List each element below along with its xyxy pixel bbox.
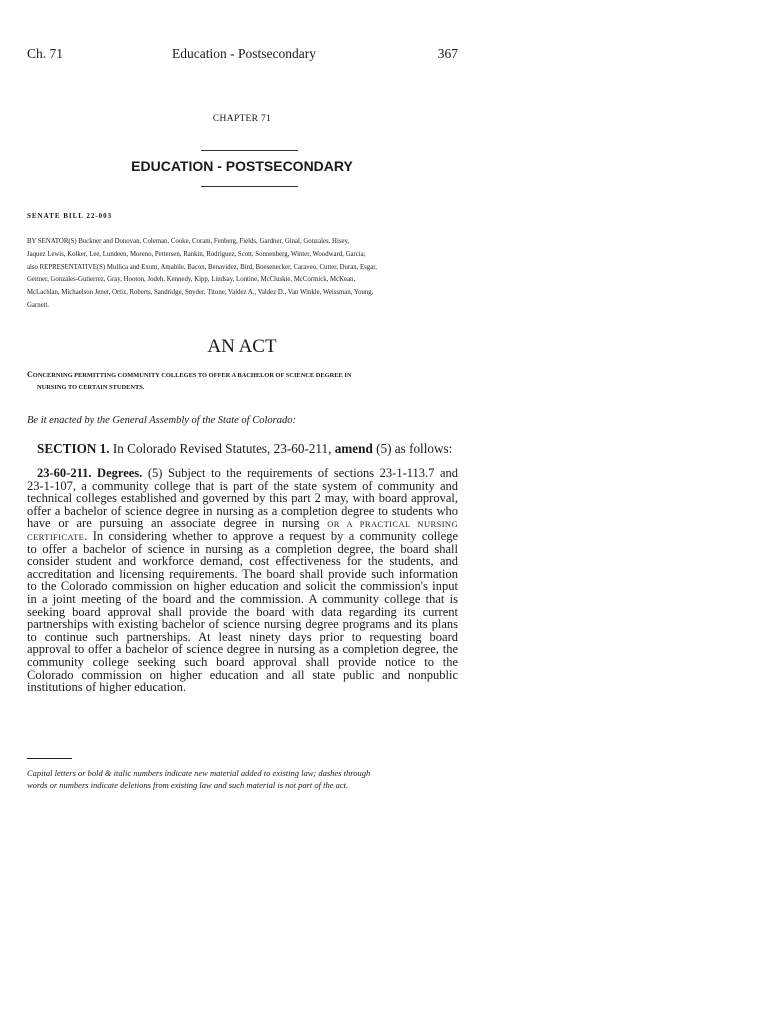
statute-line: to continue such partnerships. At least ninety days prior to requesting board	[27, 629, 458, 644]
footnote-line: Capital letters or bold & italic numbers indicate new material added to existing law; dashes through	[27, 768, 371, 778]
new-material-text: CERTIFICATE	[27, 531, 85, 542]
running-header	[27, 46, 458, 64]
header-title: Education - Postsecondary	[172, 46, 316, 61]
statute-text	[27, 467, 458, 694]
section-label: SECTION 1.	[37, 441, 110, 456]
statute-line: to offer a bachelor of science in nursing as a completion degree, the board shall	[27, 541, 458, 556]
title-rule-top	[201, 150, 298, 151]
title-rule-bottom	[201, 186, 298, 187]
concerning-line-1	[27, 369, 458, 382]
section-1-intro	[37, 441, 452, 457]
statute-line: accreditation and licensing requirements. The board shall provide such information	[27, 566, 458, 581]
statute-line: institutions of higher education.	[27, 680, 187, 695]
chapter-title: EDUCATION - POSTSECONDARY	[131, 158, 353, 174]
statute-line: consider student and workforce demand, cost effectiveness for the students, and	[27, 554, 458, 569]
section-text-after: (5) as follows:	[372, 441, 453, 456]
concerning-initial: C	[27, 370, 33, 379]
statute-line: approval to offer a bachelor of science degree in nursing as a completion degree, the	[27, 642, 458, 657]
bill-number: SENATE BILL 22-003	[27, 212, 113, 220]
statute-line: partnerships with existing bachelor of science nursing degree programs and its plans	[27, 617, 458, 632]
header-chapter: Ch. 71	[27, 46, 64, 61]
statute-line: CERTIFICATE. In considering whether to approve a request by a community college	[27, 528, 458, 543]
statute-line: 23-60-211. Degrees. (5) Subject to the requirements of sections 23-1-113.7 and	[37, 466, 458, 480]
statute-line: have or are pursuing an associate degree in nursing OR A PRACTICAL NURSING	[27, 516, 459, 531]
sponsors-line: McLachlan, Michaelson Jenet, Ortiz, Roberts, Sandridge, Snyder, Titone, Valdez A., Valdez D., Van Winkle, Weissman, Young,	[27, 289, 374, 297]
footnote-rule	[27, 758, 72, 759]
section-amend: amend	[334, 441, 373, 456]
enacting-clause: Be it enacted by the General Assembly of the State of Colorado:	[27, 415, 296, 426]
sponsors-line: Garnett.	[27, 301, 50, 309]
statute-line: technical colleges established and governed by this part 2 may, with board approval,	[27, 491, 458, 506]
concerning-line-2: NURSING TO CERTAIN STUDENTS.	[37, 384, 145, 391]
statute-line: to the Colorado commission on higher education and solicit the commission's input	[27, 579, 458, 594]
concerning-line-1-text: ONCERNING PERMITTING COMMUNITY COLLEGES TO OFFER A BACHELOR OF SCIENCE DEGREE IN	[32, 372, 352, 379]
section-text-before: In Colorado Revised Statutes, 23-60-211,	[109, 441, 335, 456]
sponsors-line: Geitner, Gonzales-Gutierrez, Gray, Hooton, Jodeh, Kennedy, Kipp, Lindsay, Lontine, McCluskie, McCormick, McKean,	[27, 276, 356, 284]
concerning-clause	[27, 369, 458, 394]
statute-heading: 23-60-211. Degrees.	[37, 466, 143, 480]
chapter-label: CHAPTER 71	[212, 114, 272, 124]
sponsors-line: Jaquez Lewis, Kolker, Lee, Lundeen, Moreno, Pettersen, Rankin, Rodriguez, Scott, Sonnenberg, Winter, Woodward, Garcia;	[27, 250, 366, 258]
footnote	[27, 767, 458, 791]
statute-line: Colorado commission on higher education and all state public and nonpublic	[27, 667, 458, 682]
sponsors-line: also REPRESENTATIVE(S) Mullica and Exum, Amabile, Bacon, Benavidez, Bird, Boesenecker, Caraveo, Cutter, Duran, Esgar,	[27, 263, 377, 271]
page-number: 367	[437, 46, 458, 61]
statute-line: offer a bachelor of science degree in nursing as a completion degree to students who	[27, 503, 458, 518]
statute-line: in a joint meeting of the board and the commission. A community college that is	[27, 591, 458, 606]
statute-line: seeking board approval shall provide the board with data regarding its current	[27, 604, 458, 619]
new-material-text: OR A PRACTICAL NURSING	[327, 519, 459, 530]
sponsors-list	[27, 236, 458, 313]
statute-line: community college seeking such board approval shall provide notice to the	[27, 654, 458, 669]
footnote-line: words or numbers indicate deletions from existing law and such material is not part of the act.	[27, 780, 349, 790]
sponsors-line: BY SENATOR(S) Buckner and Donovan, Coleman, Cooke, Coram, Fenberg, Fields, Gardner, Ginal, Gonzales, Hisey,	[27, 238, 350, 245]
act-heading: AN ACT	[207, 336, 277, 357]
statute-line: 23-1-107, a community college that is part of the state system of community and	[27, 478, 458, 493]
